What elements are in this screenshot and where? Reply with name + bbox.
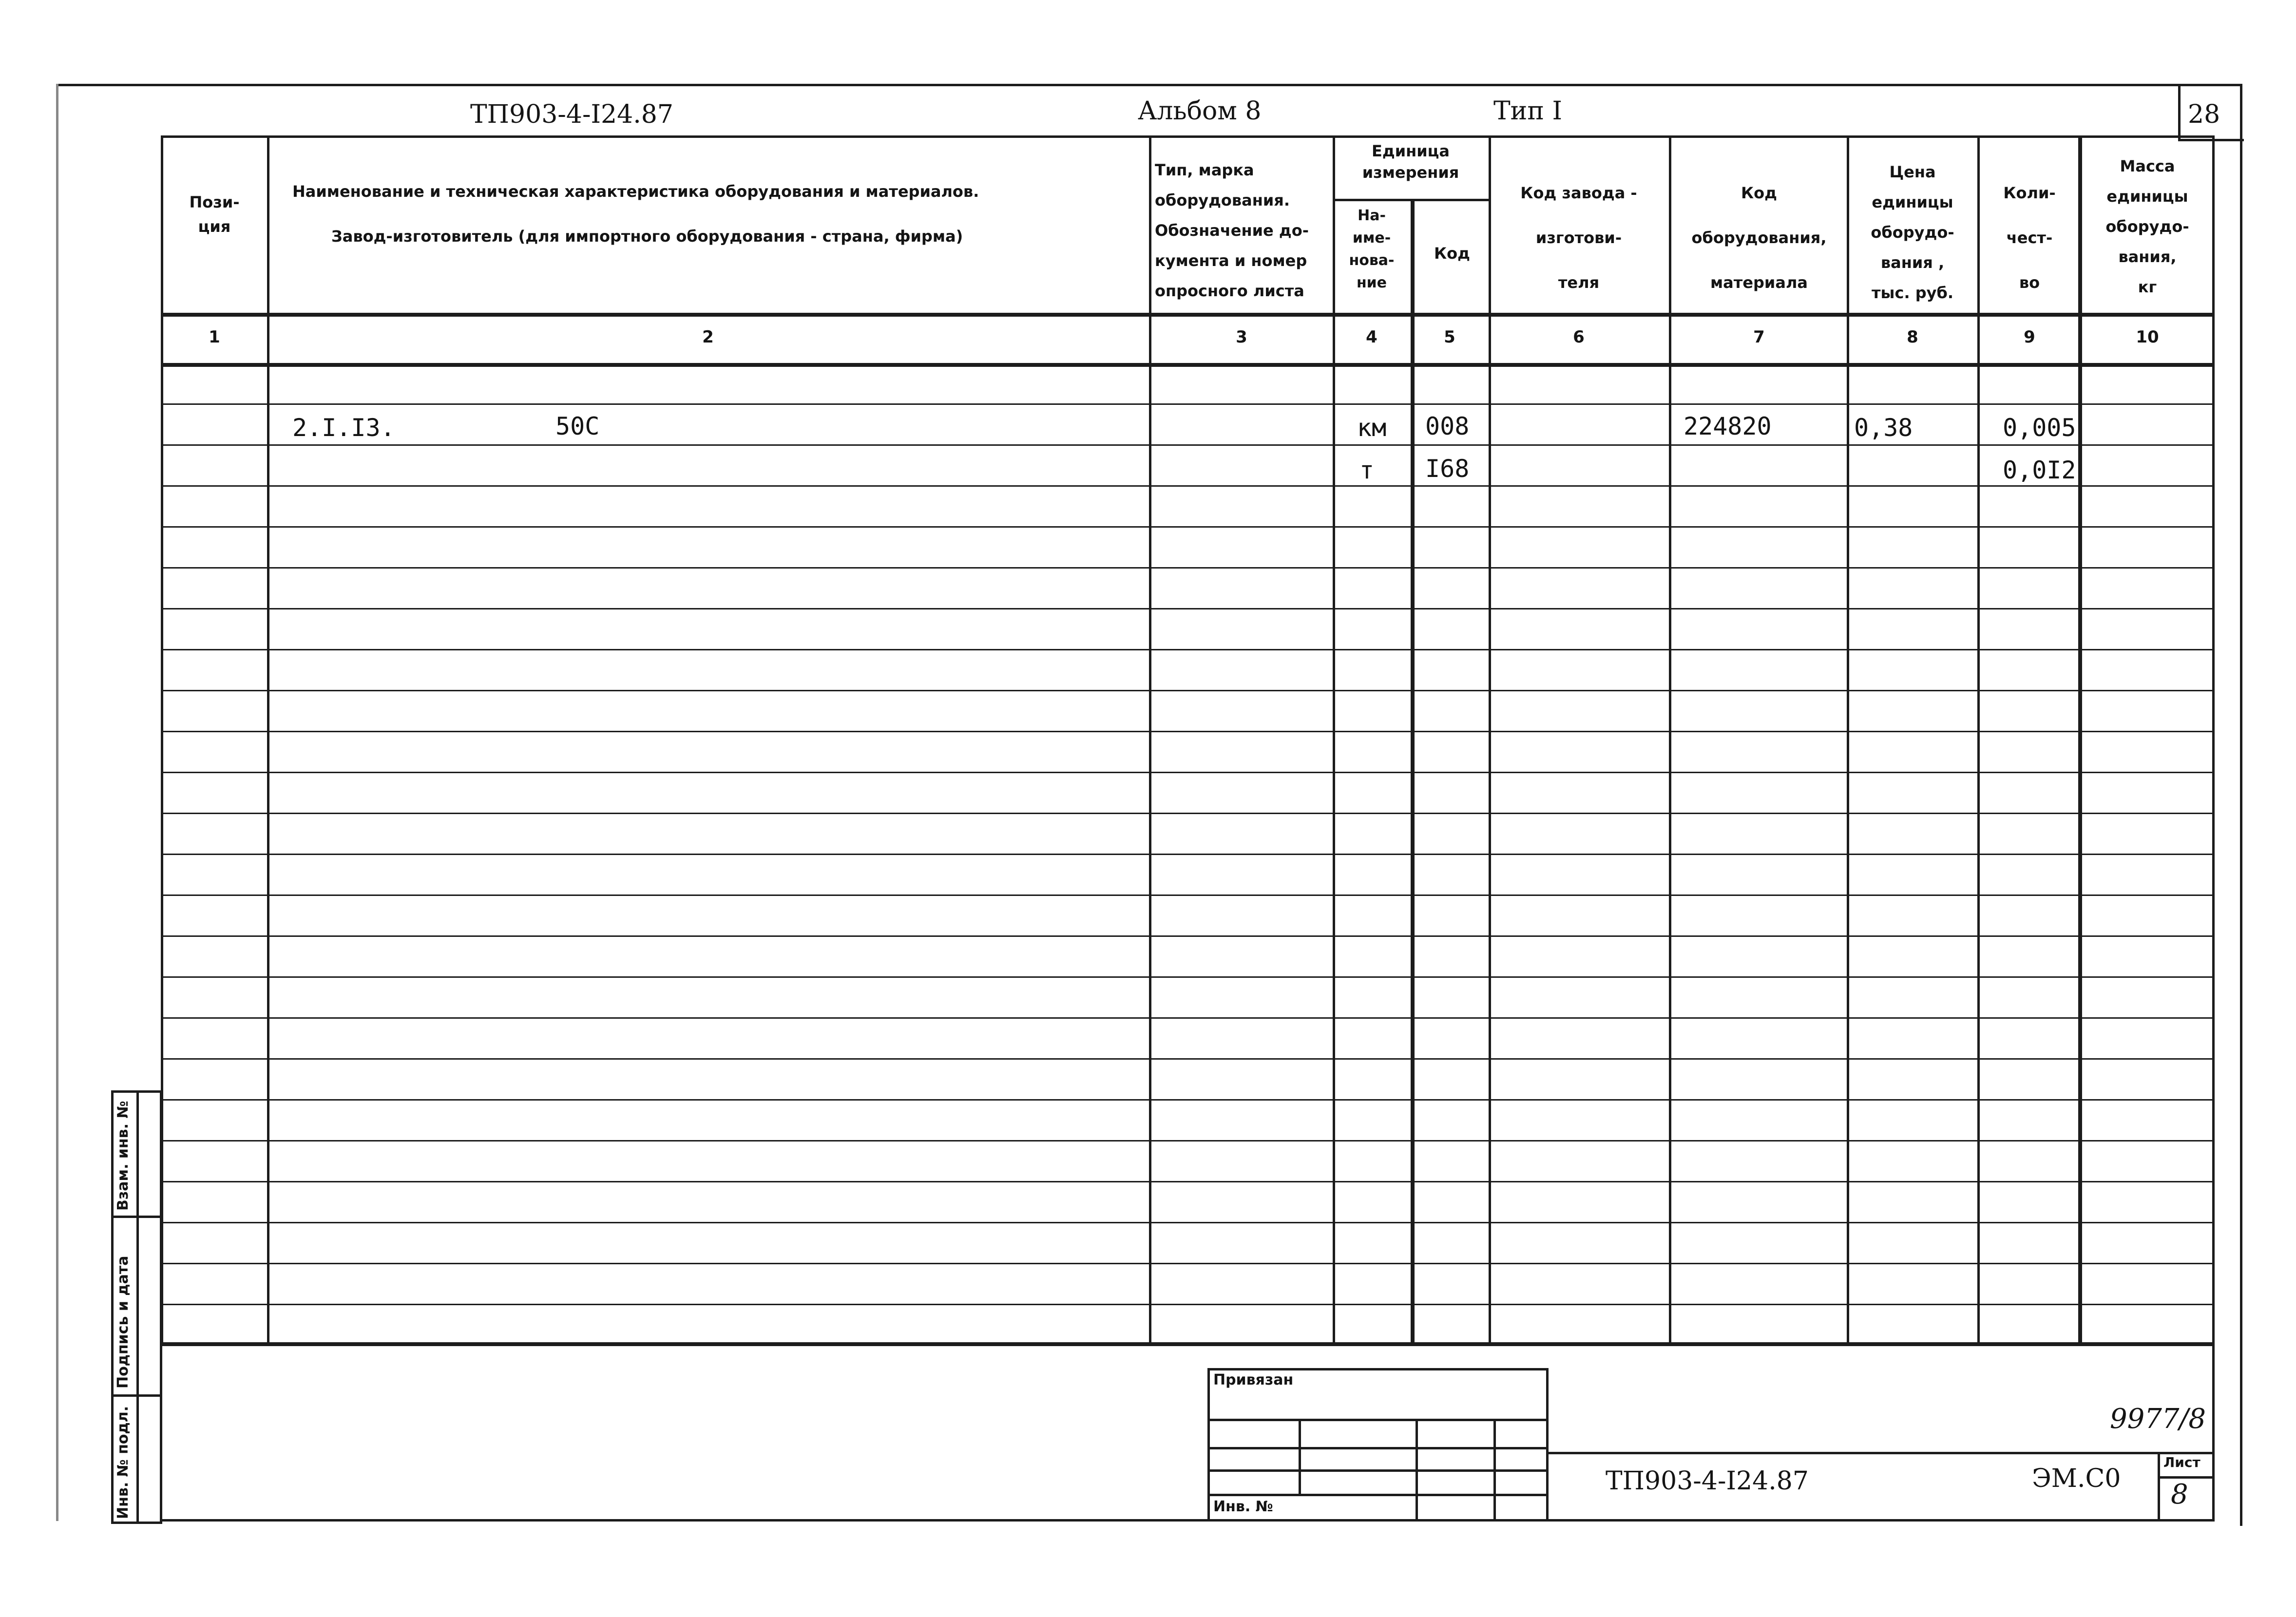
header-col4-line: ние	[1356, 274, 1387, 291]
header-col8-line: единицы	[1872, 193, 1953, 211]
header-price	[1849, 157, 1976, 308]
row-line	[161, 1017, 2215, 1019]
row1-material-code: 224820	[1684, 412, 1772, 440]
row-line	[161, 935, 2215, 937]
doc-code-bottom: ТП903-4-I24.87	[1606, 1466, 1809, 1496]
row-line	[161, 1263, 2215, 1264]
column-number: 7	[1753, 327, 1765, 347]
column-number: 6	[1573, 327, 1585, 347]
row-line	[161, 1181, 2215, 1182]
bound-label: Привязан	[1213, 1371, 1294, 1389]
header-col3-line: кумента и номер	[1155, 251, 1307, 270]
header-col10-line: кг	[2138, 278, 2157, 296]
outer-right-line	[2240, 84, 2242, 1526]
bound-grid-line	[1207, 1494, 1549, 1496]
bound-grid-line	[1207, 1447, 1549, 1449]
table-bottom-line	[161, 1342, 2215, 1346]
header-col9-line: чест-	[2006, 228, 2053, 247]
header-col7-line: Код	[1741, 184, 1777, 202]
header-bottom-line	[161, 313, 2215, 317]
header-name-line1: Наименование и техническая характеристика оборудования и материалов.	[292, 182, 979, 201]
header-col10-line: Масса	[2120, 157, 2175, 175]
header-col7-line: материала	[1710, 273, 1808, 292]
column-number-line	[161, 363, 2215, 367]
page-number: 28	[2188, 100, 2220, 129]
col-line-7	[1847, 135, 1849, 1346]
header-col10-line: вания,	[2118, 247, 2177, 266]
header-unit-line: измерения	[1362, 163, 1459, 182]
doc-code-top: ТП903-4-I24.87	[470, 100, 673, 129]
row2-unit-code: I68	[1425, 455, 1470, 483]
header-unit-line: Единица	[1372, 142, 1450, 160]
row-line	[161, 608, 2215, 609]
row-line	[161, 526, 2215, 528]
row-line	[161, 444, 2215, 446]
column-number: 9	[2024, 327, 2035, 347]
row-line	[161, 1304, 2215, 1305]
row-line	[161, 567, 2215, 569]
row-line	[161, 485, 2215, 487]
column-number: 2	[702, 327, 714, 347]
header-name-line2: Завод-изготовитель (для импортного оборудования - страна, фирма)	[331, 227, 963, 246]
header-position-text: Пози- ция	[189, 193, 240, 236]
row-line	[161, 976, 2215, 978]
side-inv-original: Инв. № подл.	[115, 1406, 132, 1519]
column-number: 5	[1444, 327, 1455, 347]
bound-grid-col	[1416, 1419, 1418, 1521]
row1-price: 0,38	[1854, 414, 1913, 442]
header-type-mark	[1155, 155, 1330, 306]
header-col3-line: Тип, марка	[1155, 161, 1254, 179]
header-col6-line: теля	[1558, 273, 1600, 292]
header-material-code	[1671, 171, 1847, 305]
sheet-value: 8	[2171, 1479, 2188, 1510]
row1-unit: км	[1357, 414, 1387, 442]
row-line	[161, 854, 2215, 855]
row1-name: 2.I.I3.	[292, 414, 395, 442]
header-col10-line: оборудо-	[2105, 217, 2189, 236]
header-col8-line: вания ,	[1880, 253, 1945, 272]
bottom-frame-line	[161, 1519, 2215, 1522]
bound-grid-line	[1207, 1469, 1549, 1472]
header-col8-line: оборудо-	[1871, 223, 1954, 242]
header-col3-line: оборудования.	[1155, 191, 1290, 209]
header-quantity	[1981, 171, 2078, 305]
outer-left-line	[56, 84, 58, 1521]
bound-grid-line	[1207, 1419, 1549, 1421]
header-col4-line: име-	[1352, 229, 1391, 247]
header-col8-line: Цена	[1889, 163, 1936, 181]
row1-quantity: 0,005	[2003, 414, 2076, 442]
sheet-label: Лист	[2163, 1454, 2200, 1470]
column-number: 10	[2136, 327, 2159, 347]
header-unit-name	[1335, 205, 1408, 294]
header-factory-code	[1491, 171, 1666, 305]
header-col4-line: нова-	[1349, 252, 1395, 269]
header-position	[178, 190, 251, 239]
archive-number: 9977/8	[2110, 1403, 2206, 1435]
header-unit-code: Код	[1434, 244, 1470, 263]
sheet-code: ЭМ.С0	[2032, 1464, 2121, 1493]
row2-quantity: 0,0I2	[2003, 456, 2076, 484]
col-line-5	[1489, 135, 1491, 1346]
header-col10-line: единицы	[2106, 187, 2188, 206]
col-line-2	[1149, 135, 1151, 1346]
bound-grid-col	[1493, 1419, 1496, 1521]
col-line-9	[2078, 135, 2082, 1346]
header-col7-line: оборудования,	[1691, 228, 1827, 247]
outer-top-line	[56, 84, 2241, 86]
row-line	[161, 772, 2215, 773]
side-signature-date: Подпись и дата	[115, 1256, 132, 1389]
header-col3-line: Обозначение до-	[1155, 221, 1309, 240]
header-col8-line: тыс. руб.	[1871, 284, 1953, 302]
column-number: 4	[1366, 327, 1378, 347]
col-line-1	[267, 135, 269, 1346]
row2-unit: т	[1359, 456, 1375, 484]
title-block-line	[1549, 1452, 2215, 1454]
row-line	[161, 1058, 2215, 1060]
row-line	[161, 1099, 2215, 1101]
header-unit-group	[1335, 140, 1486, 183]
header-mass	[2082, 151, 2213, 302]
row1-unit-code: 008	[1425, 412, 1470, 440]
header-col4-line: На-	[1358, 207, 1386, 224]
album-label: Альбом 8	[1138, 96, 1262, 126]
row-line	[161, 649, 2215, 650]
header-col6-line: Код завода -	[1520, 184, 1637, 202]
col-line-6	[1669, 135, 1671, 1346]
header-col3-line: опросного листа	[1155, 282, 1304, 300]
column-number: 3	[1236, 327, 1247, 347]
row-line	[161, 731, 2215, 732]
header-col6-line: изготови-	[1535, 228, 1622, 247]
row-line	[161, 1140, 2215, 1141]
row-line	[161, 894, 2215, 896]
row-line	[161, 1222, 2215, 1223]
row-line	[161, 403, 2215, 405]
inv-no-label: Инв. №	[1213, 1498, 1273, 1515]
bound-grid-col	[1299, 1419, 1301, 1494]
side-replacement-inv: Взам. инв. №	[115, 1101, 132, 1211]
header-col9-line: Коли-	[2003, 184, 2056, 202]
row-line	[161, 813, 2215, 814]
column-number: 8	[1907, 327, 1918, 347]
main-table-frame	[161, 135, 2215, 1346]
side-stamp-inner	[136, 1090, 139, 1524]
type-label: Тип I	[1493, 96, 1563, 126]
col-line-8	[1977, 135, 1980, 1346]
column-number: 1	[209, 327, 220, 347]
row-line	[161, 690, 2215, 691]
col-line-3	[1333, 135, 1335, 1346]
header-col9-line: во	[2019, 273, 2040, 292]
row1-mark: 50C	[555, 412, 600, 440]
